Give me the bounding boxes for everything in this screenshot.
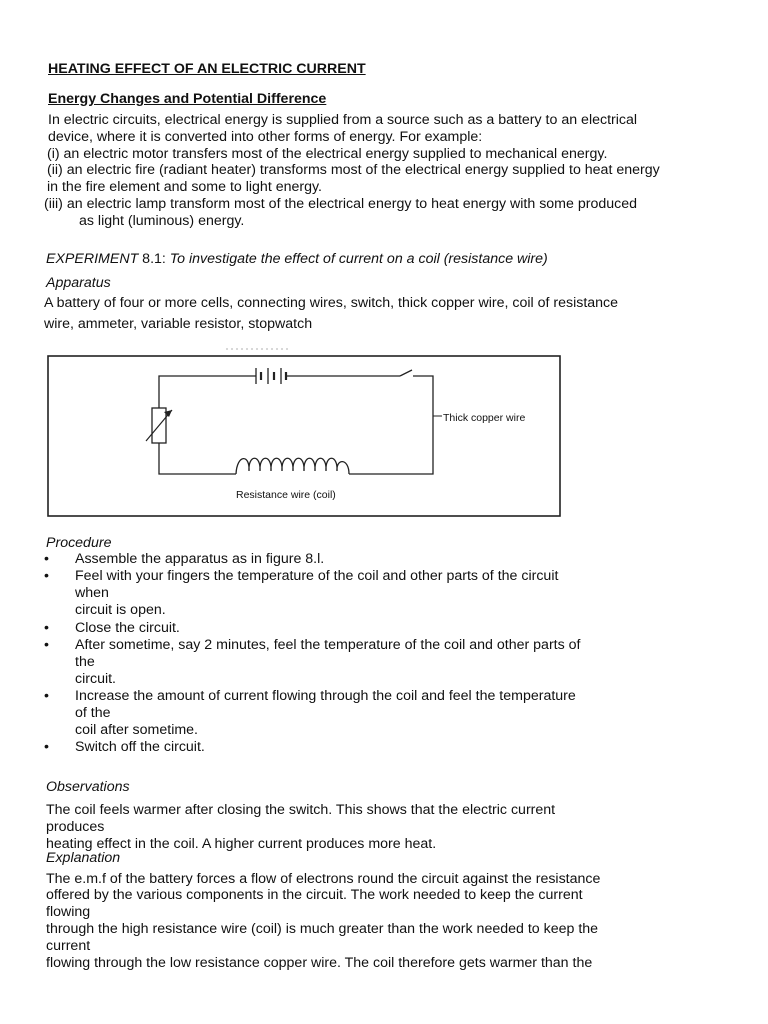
switch (400, 370, 412, 376)
explanation-heading: Explanation (46, 850, 121, 866)
procedure-line: circuit. (75, 671, 116, 687)
wire (159, 443, 236, 474)
list-item: (iii) an electric lamp transform most of the electrical energy to heat energy with some produced (44, 196, 637, 212)
list-item: in the fire element and some to light energy. (47, 179, 322, 195)
experiment-title: To investigate the effect of current on a coil (resistance wire) (165, 251, 548, 267)
paragraph-line: current (46, 938, 91, 954)
procedure-line: Feel with your fingers the temperature of the coil and other parts of the circuit (75, 568, 559, 584)
list-item: (ii) an electric fire (radiant heater) transforms most of the electrical energy supplied to heat energy (47, 162, 660, 178)
paragraph-line: A battery of four or more cells, connecting wires, switch, thick copper wire, coil of resistance (44, 295, 619, 311)
procedure-line: of the (75, 705, 111, 721)
list-item: (i) an electric motor transfers most of the electrical energy supplied to mechanical energy. (47, 146, 608, 162)
experiment-label: EXPERIMENT (46, 251, 139, 267)
coil-label: Resistance wire (coil) (236, 489, 336, 501)
procedure-heading: Procedure (46, 535, 112, 551)
paragraph-line: wire, ammeter, variable resistor, stopwatch (44, 316, 313, 332)
procedure-line: After sometime, say 2 minutes, feel the temperature of the coil and other parts of (75, 637, 581, 653)
procedure-line: the (75, 654, 95, 670)
wire (159, 376, 256, 408)
paragraph-line: heating effect in the coil. A higher current produces more heat. (46, 836, 437, 852)
observations-heading: Observations (46, 779, 130, 795)
paragraph-line: The e.m.f of the battery forces a flow of electrons round the circuit against the resistance (46, 871, 601, 887)
page-title: HEATING EFFECT OF AN ELECTRIC CURRENT (48, 61, 366, 77)
paragraph-line: flowing through the low resistance copper wire. The coil therefore gets warmer than the (46, 955, 593, 971)
procedure-line: circuit is open. (75, 602, 166, 618)
paragraph-line: In electric circuits, electrical energy is supplied from a source such as a battery to an electrical (48, 112, 638, 128)
experiment-heading (46, 251, 548, 268)
procedure-line: coil after sometime. (75, 722, 198, 738)
list-item: as light (luminous) energy. (79, 213, 245, 229)
procedure-line: Increase the amount of current flowing through the coil and feel the temperature (75, 688, 576, 704)
apparatus-heading: Apparatus (46, 275, 111, 291)
paragraph-line: through the high resistance wire (coil) is much greater than the work needed to keep the (46, 921, 599, 937)
paragraph-line: device, where it is converted into other forms of energy. For example: (48, 129, 483, 145)
procedure-line: Assemble the apparatus as in figure 8.l. (75, 551, 325, 567)
thick-copper-wire (349, 376, 433, 474)
experiment-number: 8.1: (138, 251, 166, 267)
circuit-diagram (46, 346, 562, 520)
procedure-line: Close the circuit. (75, 620, 180, 636)
paragraph-line: offered by the various components in the circuit. The work needed to keep the current (46, 887, 583, 903)
copper-wire-label: Thick copper wire (443, 412, 526, 424)
paragraph-line: The coil feels warmer after closing the switch. This shows that the electric current (46, 802, 556, 818)
section-heading: Energy Changes and Potential Difference (48, 91, 327, 107)
procedure-line: Switch off the circuit. (75, 739, 205, 755)
paragraph-line: flowing (46, 904, 91, 920)
resistance-coil (236, 458, 349, 474)
procedure-line: when (75, 585, 109, 601)
paragraph-line: produces (46, 819, 105, 835)
